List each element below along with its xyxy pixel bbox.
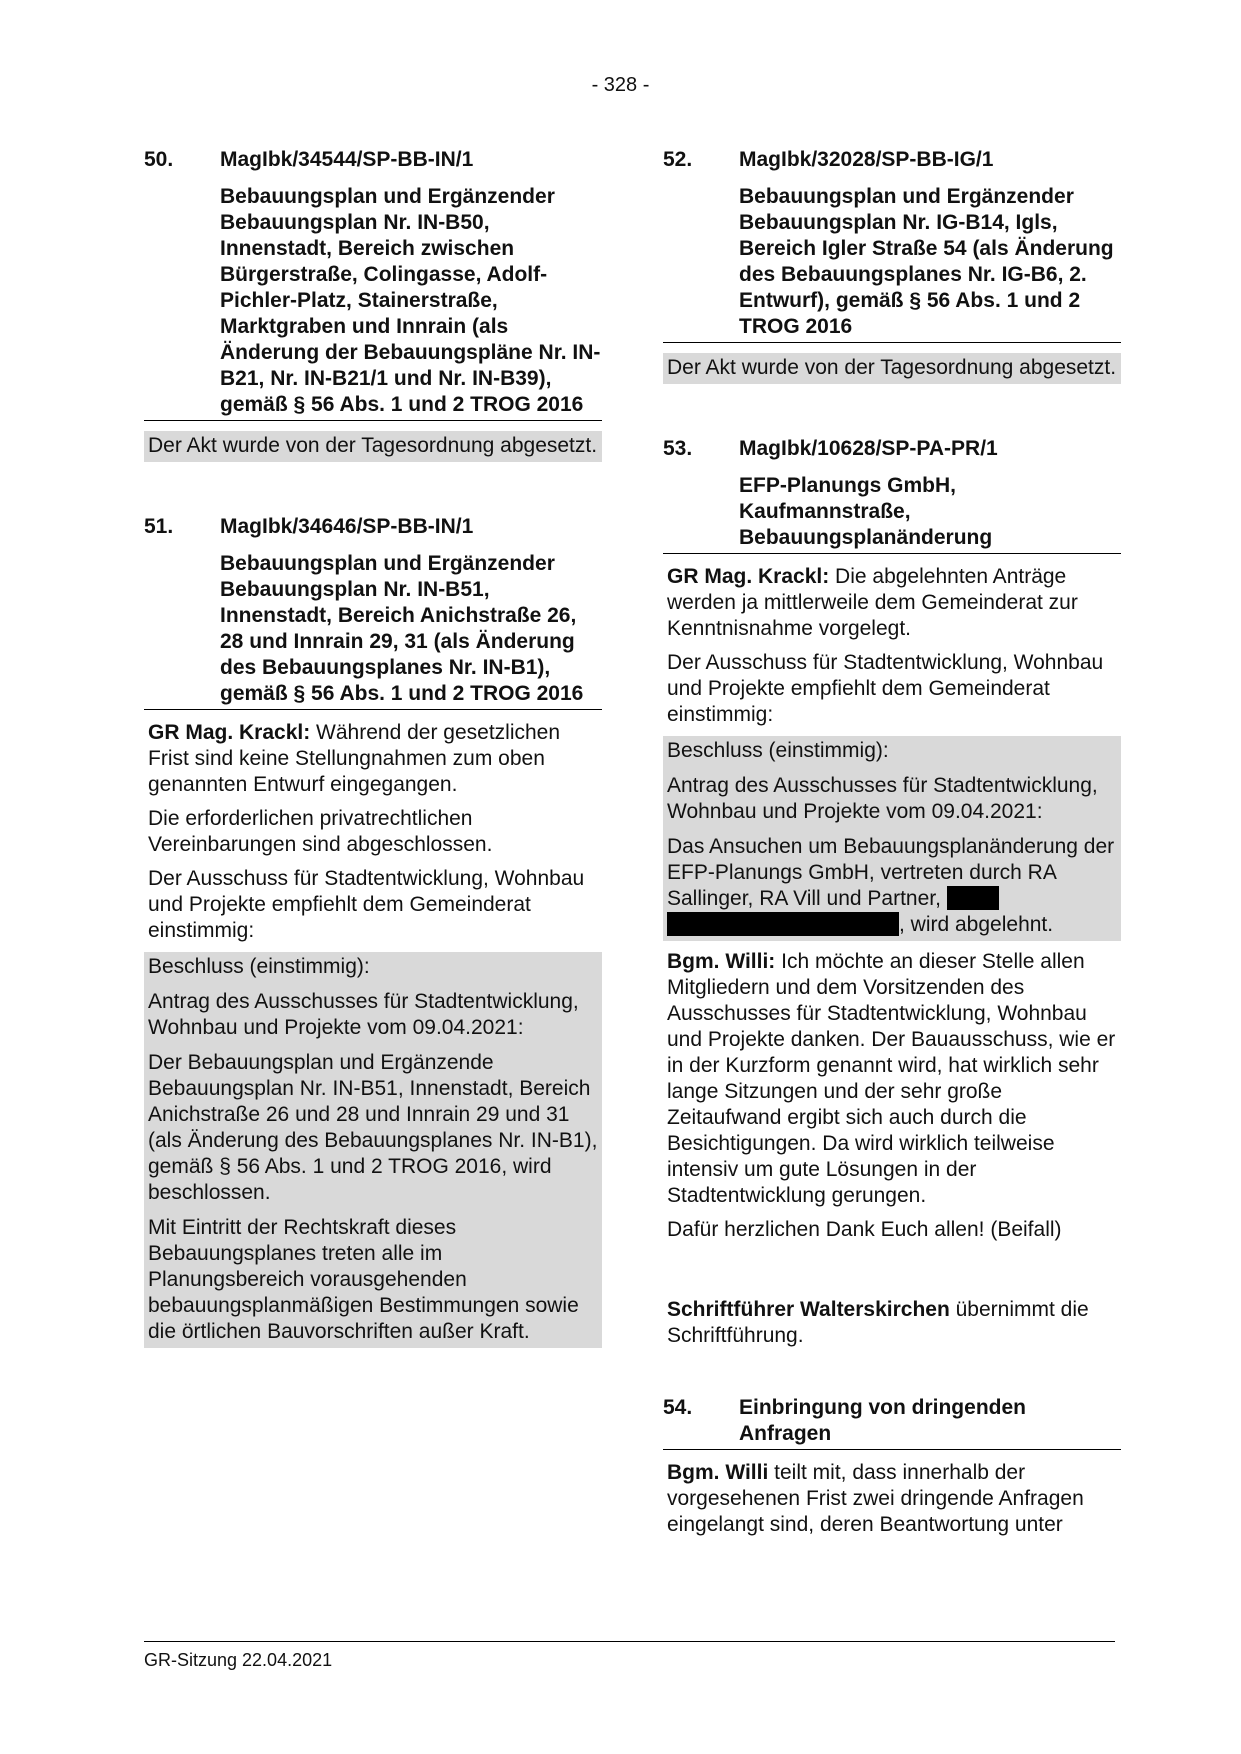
decision-text: Das Ansuchen um Bebauungsplanänderung der EFP-Planungs GmbH, vertreten durch RA Sallinger, RA Vill und Partner, , wird abgelehnt. <box>663 828 1121 941</box>
decision-text: Der Bebauungsplan und Ergänzende Bebauungsplan Nr. IN-B51, Innenstadt, Bereich Anichstraße 26 und 28 und Innrain 29 und 31 (als Änderung des Bebauungsplanes Nr. IN-B1), gemäß § 56 Abs. 1 und 2 TROG 2016, wird beschlossen. <box>144 1044 602 1209</box>
speech-paragraph <box>663 564 1121 642</box>
item-53 <box>663 436 1121 1243</box>
item-code: MagIbk/34646/SP-BB-IN/1 <box>220 515 474 538</box>
redaction-block <box>947 886 999 910</box>
speaker-name: Bgm. Willi: <box>667 950 776 973</box>
speech-paragraph <box>663 1460 1121 1538</box>
speaker-name: GR Mag. Krackl: <box>667 565 830 588</box>
item-number: 54. <box>663 1396 693 1419</box>
speech-text: Ich möchte an dieser Stelle allen Mitgliedern und dem Vorsitzenden des Ausschusses für Stadtentwicklung, Wohnbau und Projekte danken. Der Bauausschuss, wie er in der Kurzform genannt wird, hat wirklich sehr lange Sitzungen und der sehr große Zeitaufwand ergibt sich auch durch die Besichtigungen. Da wird wirklich teilweise intensiv um gute Lösungen in der Stadtentwicklung gerungen. <box>667 950 1116 1207</box>
item-note: Der Akt wurde von der Tagesordnung abgesetzt. <box>663 353 1121 384</box>
speaker-name: GR Mag. Krackl: <box>148 721 311 744</box>
item-title-inline: Einbringung von dringenden Anfragen <box>739 1396 1026 1445</box>
item-heading <box>144 514 602 540</box>
recorder-name: Schriftführer Walterskirchen <box>667 1298 950 1321</box>
item-number: 53. <box>663 437 693 460</box>
item-divider <box>663 1449 1121 1450</box>
speech-text: Während der gesetzlichen Frist sind keine Stellungnahmen zum oben genannten Entwurf eingegangen. <box>148 721 561 796</box>
item-number: 50. <box>144 148 174 171</box>
item-title: EFP-Planungs GmbH, Kaufmannstraße, Bebauungsplanänderung <box>663 473 1121 554</box>
motion-text: Antrag des Ausschusses für Stadtentwicklung, Wohnbau und Projekte vom 09.04.2021: <box>663 767 1121 828</box>
left-column <box>144 147 602 1348</box>
page-footer: GR-Sitzung 22.04.2021 <box>144 1641 1115 1673</box>
speech-paragraph <box>663 949 1121 1209</box>
item-54 <box>663 1395 1121 1538</box>
decision-text: Mit Eintritt der Rechtskraft dieses Bebauungsplanes treten alle im Planungsbereich vorausgehenden bebauungsplanmäßigen Bestimmungen sowie die örtlichen Bauvorschriften außer Kraft. <box>144 1209 602 1348</box>
item-heading <box>663 436 1121 462</box>
item-number: 52. <box>663 148 693 171</box>
item-51 <box>144 514 602 1348</box>
item-52 <box>663 147 1121 384</box>
right-column <box>663 147 1121 1538</box>
item-50 <box>144 147 602 462</box>
item-code: MagIbk/32028/SP-BB-IG/1 <box>739 148 994 171</box>
item-heading <box>144 147 602 173</box>
item-code: MagIbk/10628/SP-PA-PR/1 <box>739 437 998 460</box>
speech-paragraph <box>144 720 602 798</box>
item-heading <box>663 147 1121 173</box>
motion-text: Antrag des Ausschusses für Stadtentwicklung, Wohnbau und Projekte vom 09.04.2021: <box>144 983 602 1044</box>
item-title: Bebauungsplan und Ergänzender Bebauungsplan Nr. IG-B14, Igls, Bereich Igler Straße 54 (als Änderung des Bebauungsplanes Nr. IG-B6, 2. Entwurf), gemäß § 56 Abs. 1 und 2 TROG 2016 <box>663 184 1121 343</box>
speech-text: teilt mit, dass innerhalb der vorgesehenen Frist zwei dringende Anfragen eingelangt sind, deren Beantwortung unter <box>667 1461 1084 1536</box>
paragraph: Die erforderlichen privatrechtlichen Vereinbarungen sind abgeschlossen. <box>148 807 493 856</box>
item-title: Bebauungsplan und Ergänzender Bebauungsplan Nr. IN-B50, Innenstadt, Bereich zwischen Bürgerstraße, Colingasse, Adolf-Pichler-Platz, Stainerstraße, Marktgraben und Innrain (als Änderung der Bebauungspläne Nr. IN-B21, Nr. IN-B21/1 und Nr. IN-B39), gemäß § 56 Abs. 1 und 2 TROG 2016 <box>144 184 602 421</box>
paragraph: Der Ausschuss für Stadtentwicklung, Wohnbau und Projekte empfiehlt dem Gemeinderat einstimmig: <box>667 651 1104 726</box>
resolution-label: Beschluss (einstimmig): <box>663 736 1121 767</box>
redaction-block <box>667 912 899 936</box>
recorder-note: Schriftführer Walterskirchen übernimmt die Schriftführung. <box>667 1298 1089 1347</box>
item-title: Bebauungsplan und Ergänzender Bebauungsplan Nr. IN-B51, Innenstadt, Bereich Anichstraße 26, 28 und Innrain 29, 31 (als Änderung des Bebauungsplanes Nr. IN-B1), gemäß § 56 Abs. 1 und 2 TROG 2016 <box>144 551 602 710</box>
paragraph: Der Ausschuss für Stadtentwicklung, Wohnbau und Projekte empfiehlt dem Gemeinderat einstimmig: <box>148 867 585 942</box>
speaker-name: Bgm. Willi <box>667 1461 769 1484</box>
paragraph: Dafür herzlichen Dank Euch allen! (Beifall) <box>667 1218 1062 1241</box>
item-number: 51. <box>144 515 174 538</box>
item-code: MagIbk/34544/SP-BB-IN/1 <box>220 148 474 171</box>
speech-text: Die abgelehnten Anträge werden ja mittlerweile dem Gemeinderat zur Kenntnisnahme vorgelegt. <box>667 565 1078 640</box>
item-heading <box>663 1395 1121 1447</box>
resolution-label: Beschluss (einstimmig): <box>144 952 602 983</box>
page-number: - 328 - <box>591 74 650 96</box>
item-note: Der Akt wurde von der Tagesordnung abgesetzt. <box>144 431 602 462</box>
